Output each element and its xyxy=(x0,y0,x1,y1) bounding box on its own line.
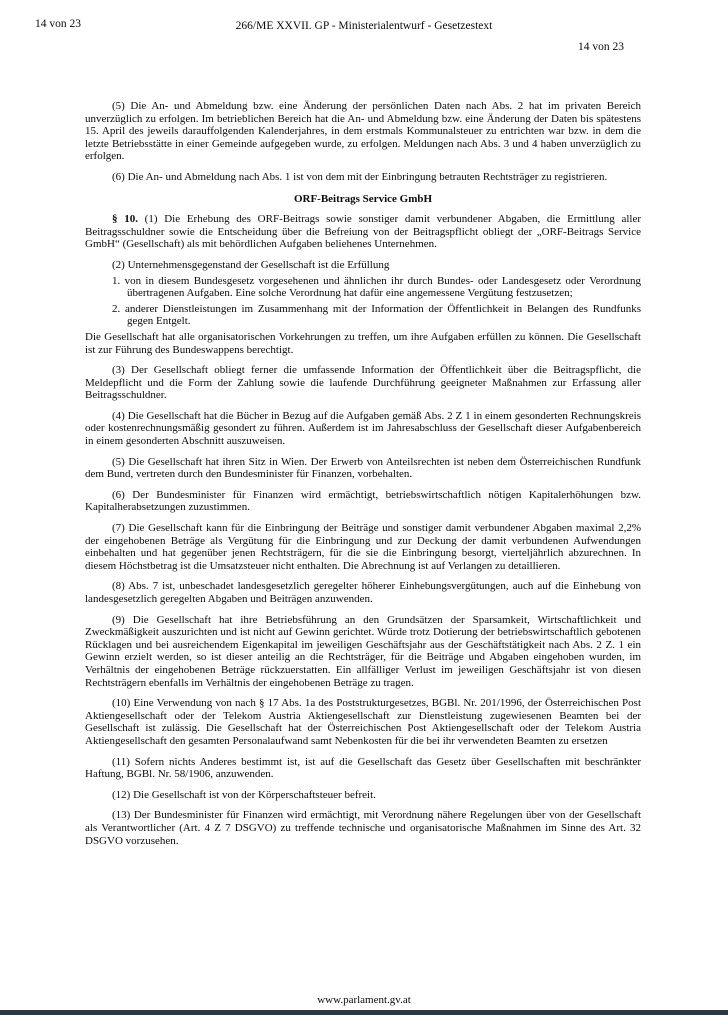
paragraph-abs7: (7) Die Gesellschaft kann für die Einbringung der Beiträge und sonstiger damit verbundener Abgaben maximal 2,2% der eingehobenen Beträge als Vergütung für die Einbringung und zur Deckung der damit verbundenen Aufwendungen einbehalten und hat gegenüber jenen Rechtsträgern, für die sie die Einbringung besorgt, vierteljährlich abzurechnen. In diesem Höchstbetrag ist die Umsatzsteuer nicht enthalten. Die Abrechnung ist auf Verlangen zu detaillieren. xyxy=(85,522,641,572)
paragraph-abs4: (4) Die Gesellschaft hat die Bücher in Bezug auf die Aufgaben gemäß Abs. 2 Z 1 in einem gesonderten Rechnungskreis oder kostenrechnungsmäßig gesondert zu führen. Außerdem ist im Jahresabschluss der Gesellschaft dieser Aufgabenbereich in einem gesonderten Abschnitt auszuweisen. xyxy=(85,409,641,448)
paragraph-abs9: (9) Die Gesellschaft hat ihre Betriebsführung an den Grundsätzen der Sparsamkeit, Wirtschaftlichkeit und Zweckmäßigkeit auszurichten und ist nicht auf Gewinn gerichtet. Würde trotz Dotierung der betriebswirtschaftlich gebotenen Rücklagen und bei ausreichendem Eigenkapital im jeweiligen Geschäftsjahr aus der Geschäftstätigkeit nach Abs. 2 Z. 1 ein Gewinn erzielt werden, so ist dieser anteilig an die Rechtsträger, für die Beiträge und Abgaben eingehoben wurden, im Verhältnis der eingehobenen Beträge rückzuerstatten. Ein allfälliger Verlust im jeweiligen Geschäftsjahr ist von diesen Rechtsträgern ebenfalls im Verhältnis der eingehobenen Beträge zu tragen. xyxy=(85,613,641,689)
paragraph-abs3: (3) Der Gesellschaft obliegt ferner die umfassende Information der Öffentlichkeit über die Beitragspflicht, die Meldepflicht und die Form der Zahlung sowie die laufende Durchführung geeigneter Maßnahmen zur Erfassung aller Beitragsschuldner. xyxy=(85,364,641,402)
paragraph-abs13: (13) Der Bundesminister für Finanzen wird ermächtigt, mit Verordnung nähere Regelungen über von der Gesellschaft als Verantwortlicher (Art. 4 Z 7 DSGVO) zu treffende technische und organisatorische Maßnahmen im Sinne des Art. 32 DSGVO vorzusehen. xyxy=(85,809,641,847)
bottom-bar xyxy=(0,1010,728,1015)
document-title: 266/ME XXVII. GP - Ministerialentwurf - Gesetzestext xyxy=(235,20,493,32)
section-symbol-lead: § 10. xyxy=(112,213,138,226)
footer-link[interactable]: www.parlament.gv.at xyxy=(317,994,411,1006)
page-number-top-right: 14 von 23 xyxy=(578,41,624,53)
paragraph-abs11: (11) Sofern nichts Anderes bestimmt ist, ist auf die Gesellschaft das Gesetz über Gesellschaften mit beschränkter Haftung, BGBl. Nr. 58/1906, anzuwenden. xyxy=(85,755,641,781)
paragraph-abs2-intro: (2) Unternehmensgegenstand der Gesellschaft ist die Erfüllung xyxy=(112,258,390,271)
paragraph-par10-abs1 xyxy=(85,213,641,251)
list-item-z2: 2. anderer Dienstleistungen im Zusammenhang mit der Information der Öffentlichkeit in Belangen des Rundfunks gegen Entgelt. xyxy=(112,302,641,328)
paragraph-abs12: (12) Die Gesellschaft ist von der Körperschaftsteuer befreit. xyxy=(112,788,376,801)
page-number-top-left: 14 von 23 xyxy=(35,18,81,30)
section-heading: ORF-Beitrags Service GmbH xyxy=(293,192,433,205)
paragraph-abs8: (8) Abs. 7 ist, unbeschadet landesgesetzlich geregelter höherer Einhebungsvergütungen, auch auf die Einhebung von landesgesetzlich geregelten Abgaben und Beiträgen anzuwenden. xyxy=(85,580,641,605)
paragraph-par10-abs1-text: (1) Die Erhebung des ORF-Beitrags sowie sonstiger damit verbundener Abgaben, die Ermittlung aller Beitragsschuldner sowie die Entscheidung über die Befreiung von der Beitragspflicht obliegt der „ORF-Beitrags Service GmbH“ (Gesellschaft) als mit behördlichen Aufgaben beliehenes Unternehmen. xyxy=(85,213,641,251)
list-item-z1: 1. von in diesem Bundesgesetz vorgesehenen und ähnlichen ihr durch Bundes- oder Landesgesetz oder Verordnung übertragenen Aufgaben. Eine solche Verordnung hat dafür eine angemessene Vergütung festzusetzen; xyxy=(112,274,641,300)
paragraph-abs2-closing: Die Gesellschaft hat alle organisatorischen Vorkehrungen zu treffen, um ihre Aufgaben erfüllen zu können. Die Gesellschaft ist zur Führung des Bundeswappens berechtigt. xyxy=(85,330,641,356)
paragraph-abs6-par10: (6) Der Bundesminister für Finanzen wird ermächtigt, betriebswirtschaftlich nötigen Kapitalerhöhungen bzw. Kapitalherabsetzungen zuzustimmen. xyxy=(85,488,641,514)
document-body xyxy=(85,100,641,847)
paragraph-abs5-par10: (5) Die Gesellschaft hat ihren Sitz in Wien. Der Erwerb von Anteilsrechten ist neben dem Österreichischen Rundfunk dem Bund, vertreten durch den Bundesminister für Finanzen, vorbehalten. xyxy=(85,455,641,481)
paragraph-abs5: (5) Die An- und Abmeldung bzw. eine Änderung der persönlichen Daten nach Abs. 2 hat im privaten Bereich unverzüglich zu erfolgen. Im betrieblichen Bereich hat die An- und Abmeldung bzw. eine Änderung der Daten bis spätestens 15. April des jeweils darauffolgenden Kalenderjahres, in dem erstmals Kommunalsteuer zu entrichten war bzw. in dem die letzte Betriebsstätte in einer Gemeinde aufgegeben wurde, zu erfolgen. Meldungen nach Abs. 3 und 4 haben unverzüglich zu erfolgen. xyxy=(85,100,641,163)
paragraph-abs10: (10) Eine Verwendung von nach § 17 Abs. 1a des Poststrukturgesetzes, BGBl. Nr. 201/1996, der Österreichischen Post Aktiengesellschaft oder der Telekom Austria Aktiengesellschaft zur Dienstleistung zugewiesenen Beamten bei der Gesellschaft ist zulässig. Die Gesellschaft hat der Österreichischen Post Aktiengesellschaft oder der Telekom Austria Aktiengesellschaft den gesamten Personalaufwand samt Nebenkosten für die bei ihr verwendeten Beamten zu ersetzen xyxy=(85,697,641,747)
paragraph-abs6: (6) Die An- und Abmeldung nach Abs. 1 ist von dem mit der Einbringung betrauten Rechtsträger zu registrieren. xyxy=(112,170,608,183)
